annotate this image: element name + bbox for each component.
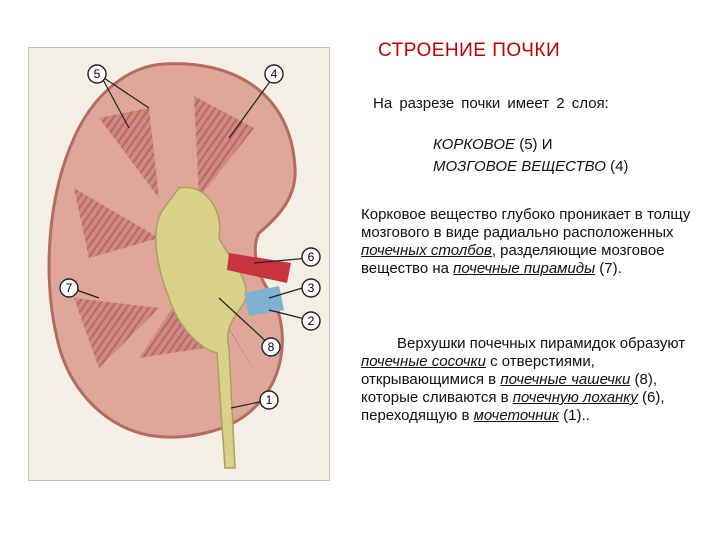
cortex-term: КОРКОВОЕ — [433, 136, 516, 153]
renal-columns-term: почечных столбов — [361, 242, 492, 259]
para1-text-2: , разделяющие мозговое вещество на — [361, 242, 665, 277]
callout-5 — [88, 65, 106, 83]
callout-8 — [262, 338, 280, 356]
callout-3 — [302, 279, 320, 297]
para1-text-1: Корковое вещество глубоко проникает в толщу мозгового в виде радиально расположенных — [361, 206, 691, 241]
para2-text-5: (1).. — [558, 407, 590, 424]
kidney-diagram — [28, 47, 330, 481]
svg-text:8: 8 — [267, 340, 275, 354]
callout-1 — [260, 391, 278, 409]
cortex-num: (5) И — [515, 136, 553, 153]
intro-text: На разрезе почки имеет 2 слоя: — [373, 95, 609, 112]
svg-text:2: 2 — [307, 314, 315, 328]
layers-list — [433, 134, 628, 178]
slide-title: СТРОЕНИЕ ПОЧКИ — [378, 40, 561, 61]
renal-pelvis-term: почечную лоханку — [512, 389, 638, 406]
svg-text:3: 3 — [307, 281, 315, 295]
svg-text:5: 5 — [93, 67, 101, 81]
svg-text:6: 6 — [307, 250, 315, 264]
medulla-num: (4) — [605, 158, 629, 175]
renal-pyramids-term: почечные пирамиды — [453, 260, 596, 277]
callout-4 — [265, 65, 283, 83]
para2-text-3: (8), которые сливаются в — [361, 371, 657, 406]
para1-text-3: (7). — [595, 260, 622, 277]
paragraph-papillae — [361, 335, 706, 425]
renal-calyces-term: почечные чашечки — [500, 371, 631, 388]
para2-text-2: с отверстиями, открывающимися в — [361, 353, 595, 388]
medulla-line — [433, 156, 628, 178]
kidney-illustration — [29, 48, 329, 480]
callout-7 — [60, 279, 78, 297]
medulla-term: МОЗГОВОЕ ВЕЩЕСТВО — [433, 158, 606, 175]
callout-6 — [302, 248, 320, 266]
svg-text:1: 1 — [265, 393, 273, 407]
paragraph-columns — [361, 206, 706, 278]
callout-2 — [302, 312, 320, 330]
renal-papillae-term: почечные сосочки — [361, 353, 486, 370]
ureter-term: мочеточник — [473, 407, 559, 424]
svg-text:4: 4 — [270, 67, 278, 81]
svg-text:7: 7 — [65, 281, 73, 295]
cortex-line — [433, 134, 628, 156]
para2-text-1: Верхушки почечных пирамидок образуют — [397, 335, 686, 352]
para2-text-4: (6), переходящую в — [361, 389, 665, 424]
